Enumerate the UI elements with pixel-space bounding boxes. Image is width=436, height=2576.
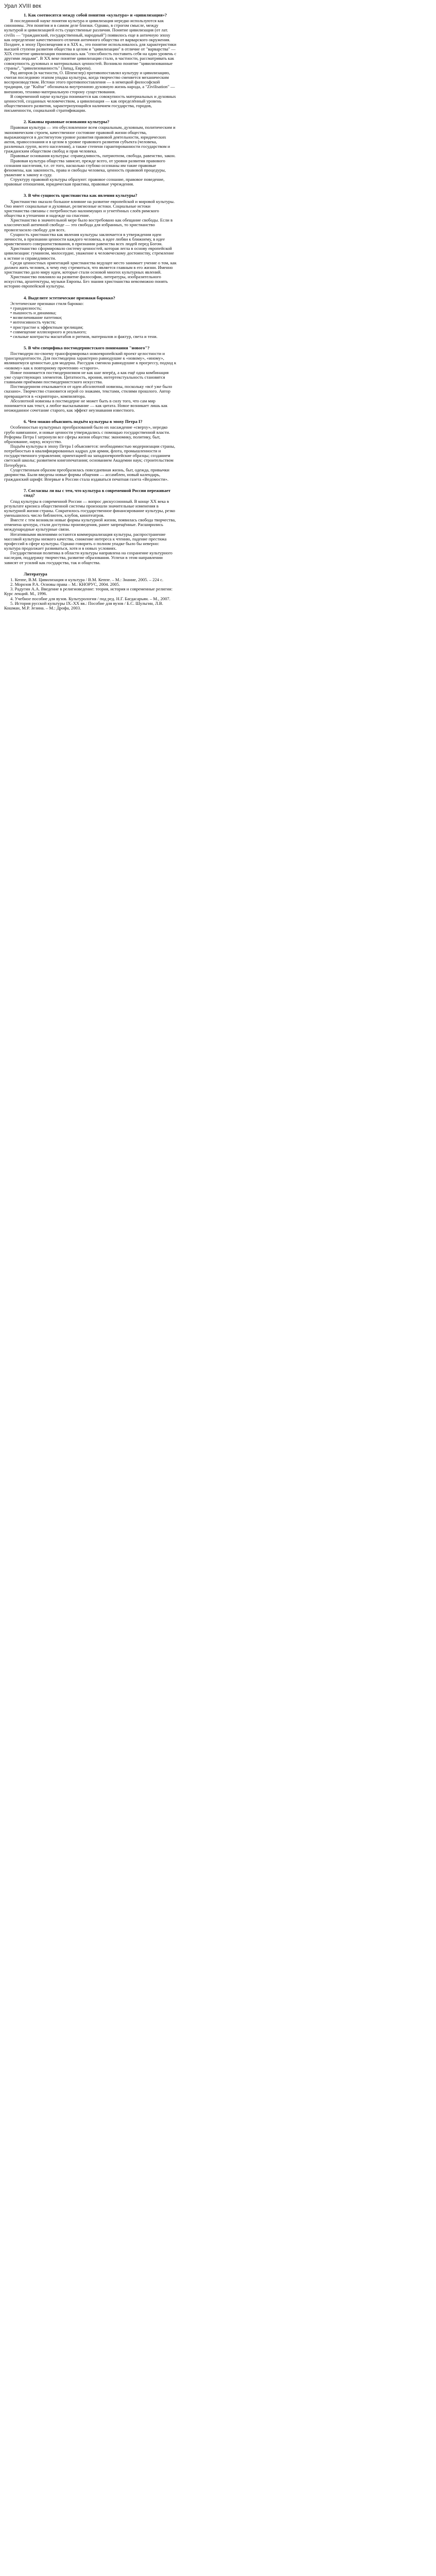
paragraph: Государственная политика в области культуры направлена на сохранение культурного наследия, поддержку творчества, развитие образования. Успехи в этом направлении зависят от усилий как государства, так и общества. [4,550,174,565]
paragraph: Постмодернизм отказывается от идеи абсолютной новизны, поскольку «всё уже было сказано». Творчество становится игрой со знаками, текстами, стилями прошлого. Автор превращается в «скриптора», компилятора. [4,384,173,399]
paragraph: 3. Радугин А.А. Введение в религиоведение: теория, история и современные религии: Курс лекций. М., 1996. [4,586,174,597]
paragraph: Христианство сформировало систему ценностей, которая легла в основу европейской цивилизации: гуманизм, милосердие, уважение к человеческому достоинству, стремление к истине и справедливости. [4,246,176,261]
paragraph: Особенностью культурных преобразований было их насаждение «сверху», нередко грубо навязанное, и новые ценности утверждались с помощью государственной власти. Реформы Петра I затронули все сферы жизни общества: экономику, политику, быт, образование, науку, искусство. [4,425,171,444]
paragraph: Абсолютной новизны в постмодерне не может быть в силу того, что сам мир понимается как текст, а любое высказывание — как цитата. Новое возникает лишь как неожиданное сочетание старого, как эффект неузнавания известного. [4,398,169,413]
paragraph: Христианство повлияло на развитие философии, литературы, изобразительного искусства, архитектуры, музыки Европы. Без знания христианства невозможно понять историю европейской культуры. [4,274,169,289]
paragraph: • возвеличивание патетики; [10,315,62,320]
section-heading: 4. Выделите эстетические признаки барокко? [24,295,115,300]
spacer [4,113,177,117]
paragraph: Ряд авторов (в частности, О. Шпенглер) противопоставлял культуру и цивилизацию, считая последнюю этапом упадка культуры, когда творчество сменяется механическим воспроизводством. Истоки этого противопоставления — в немецкой философской традиции, где "Kultur" обозначала внутреннюю духовную жизнь народа, а "Zivilisation" — внешнюю, технико-материальную сторону существования. [4,70,176,94]
paragraph: Постмодерн по-своему трансформировал новоевропейский проект целостности и трансцендентности. Для постмодерна характерно равнодушие к «новому», «иному», являвшемуся ценностью для модерна. Рассудок сменила равнодушие к прогрессу, подход к «новому» как к повторному прочтению «старого». [4,351,178,370]
paragraph: 5. История русской культуры IX–XX вв.: Пособие для вузов / Б.С. Шульгин, Л.В. Кошман, М.Р. Зезина. – М.: Дрофа, 2003. [4,600,165,611]
spacer [4,339,177,344]
paragraph: 4. Учебное пособие для вузов. Культурология / под ред. Н.Г. Багдасарьян. – М., 2007. [10,596,170,601]
section-heading: 1. Как соотносятся между собой понятия «культура» и «цивилизация»? [24,12,167,18]
paragraph: Вместе с тем возникли новые формы культурной жизни, появилась свобода творчества, отменена цензура, стали доступны произведения, ранее запрещённые. Расширились международные культурные связи. [4,517,177,532]
paragraph: 2. Морозов Р.А. Основы права – М.: КНОРУС, 2004. 2005. [10,582,120,587]
paragraph: Христианство в значительной мере было востребовано как обещание свободы. Если в классической античной свободе — это свобода для избранных, то христианство провозгласило свободу для всех. [4,217,174,232]
paragraph: • грандиозность; [10,305,42,311]
paragraph: Существенным образом преобразилась повседневная жизнь, быт, одежда, привычки дворянства. Были введены новые формы общения — ассамблеи, новый календарь, гражданский шрифт. Впервые в России стала издаваться печатная газета «Ведомости». [4,467,171,482]
paragraph: • сильные контрасты масштабов и ритмов, материалов и фактур, света и тени. [10,333,158,339]
page-title: Урал XVIII век [4,3,41,9]
paragraph: Эстетические признаки стиля барокко: [10,300,84,306]
spacer [4,289,177,294]
section-heading: 3. В чём сущность христианства как явления культуры? [24,193,137,198]
paragraph: Христианство оказало большое влияние на развитие европейской и мировой культуры. Оно имеет социальные и духовные, религиозные истоки. Социальные истоки христианства связаны с потребностью малоимущих и угнетённых слоёв римского общества в утешении и надежде на спасение. [4,198,176,218]
section-heading: Литература [24,571,47,577]
paragraph: Подъём культуры в эпоху Петра I объясняется: необходимостью модернизации страны, потребностью в квалифицированных кадрах для армии, флота, промышленности и государственного управления; ориентацией на западноевропейские образцы; созданием светской школы; развитием книгопечатания; основанием Академии наук; строительством Петербурга. [4,443,177,468]
paragraph: Структуру правовой культуры образуют: правовое сознание, правовое поведение, правовые отношения, юридическая практика, правовые учреждения. [4,177,166,187]
paragraph: Спад культуры в современной России — вопрос дискуссионный. В конце XX века в результате кризиса общественной системы произошли значительные изменения в культурной жизни страны. Сократилось государственное финансирование культуры, резко уменьшилось число библиотек, клубов, кинотеатров. [4,498,177,518]
paragraph: • совмещение иллюзорного и реального; [10,329,87,334]
section-heading: 5. В чём специфика постмодернистского понимания "нового"? [24,345,150,350]
paragraph: Правовые основания культуры: справедливость, патриотизм, свобода, равенство, закон. [10,153,176,159]
paragraph: 1. Кеппе, В.М. Цивилизация и культура / В.М. Кеппе. – М.: Знание, 2005. – 224 с. [10,577,164,582]
document-body [4,13,177,611]
paragraph: • пышность и динамика; [10,310,57,316]
paragraph: • пристрастие к эффектным зрелищам; [10,324,83,330]
paragraph: Правовая культура общества зависит, прежде всего, от уровня развития правового сознания населения, т.е. от того, насколько глубоко осознаны им такие правовые феномены, как законность, права и свободы человека, ценность правовой процедуры, уважение к закону и суду. [4,158,167,177]
paragraph: Негативными явлениями остаются коммерциализация культуры, распространение массовой культуры низкого качества, снижение интереса к чтению, падение престижа профессий в сфере культуры. Однако говорить о полном упадке было бы неверно: культура продолжает развиваться, хотя и в новых условиях. [4,531,168,551]
paragraph: В послединной науке понятия культура и цивилизация нередко используются как синонимы. Эти понятия и в самом деле близки. Однако, в строгом смысле, между культурой и цивилизацией есть существенные различия. Понятие цивилизация (от лат. civilis — "гражданский, государственный, народный") появилось еще в античную эпоху как определение качественного отличия античного общества от варварского окружения. Позднее, в эпоху Просвещения и в XIX в., это понятие использовалось для характеристики высшей ступени развития общества в целом и "цивилизации" в отличие от "варварства" — XIX столетие цивилизация понималась как "способность поставить себя на один уровень с другими людьми". В XX веке понятие цивилизации стало, в частности, рассматривать как совокупность духовных и материальных ценностей. Возникло понятие "цивилизованные страны", "цивилизованность" (Запад, Европа). [4,18,178,71]
spacer [4,482,177,486]
spacer [4,413,177,417]
spacer [4,565,177,570]
paragraph: • интенсивность чувств; [10,319,56,325]
paragraph: Сущность христианства как явления культуры заключается в утверждении идеи личности, в признании ценности каждого человека, в идее любви к ближнему, в идее нравственного совершенствования, в признании равенства всех людей перед Богом. [4,231,166,247]
paragraph: Правовая культура — это обусловленное всем социальным, духовным, политическим и экономическим строем, качественное состояние правовой жизни общества, выражающееся в достигнутом уровне развития правовой деятельности, юридических актов, правосознания и в целом в уровне правового развития субъекта (человека, различных групп, всего населения), а также степени гарантированности государством и гражданским обществом свобод и прав человека. [4,125,177,154]
section-heading: 7. Согласны ли вы с тем, что культура в современной России переживает спад? [24,488,172,498]
paragraph: Среди ценностных ориентаций христианства ведущее место занимает учение о том, как должен жить человек, к чему ему стремиться, что является главным в его жизни. Именно христианство дало миру идеи, которые стали основой многих культурных явлений. [4,260,178,275]
paragraph: В современной науке культура понимается как совокупность материальных и духовных ценностей, созданных человечеством, а цивилизация — как определённый уровень общественного развития, характеризующийся наличием государства, городов, письменности, социальной стратификации. [4,93,177,113]
section-heading: 6. Чем можно объяснить подъём культуры в эпоху Петра I? [24,419,143,425]
section-heading: 2. Каковы правовые основания культуры? [24,119,110,125]
spacer [4,187,177,191]
paragraph: Новое понимается постмодернизмом не как шаг вперёд, а как ещё одна комбинация уже существующих элементов. Цитатность, ирония, интертекстуальность становятся главными приёмами постмодернистского искусства. [4,369,170,385]
